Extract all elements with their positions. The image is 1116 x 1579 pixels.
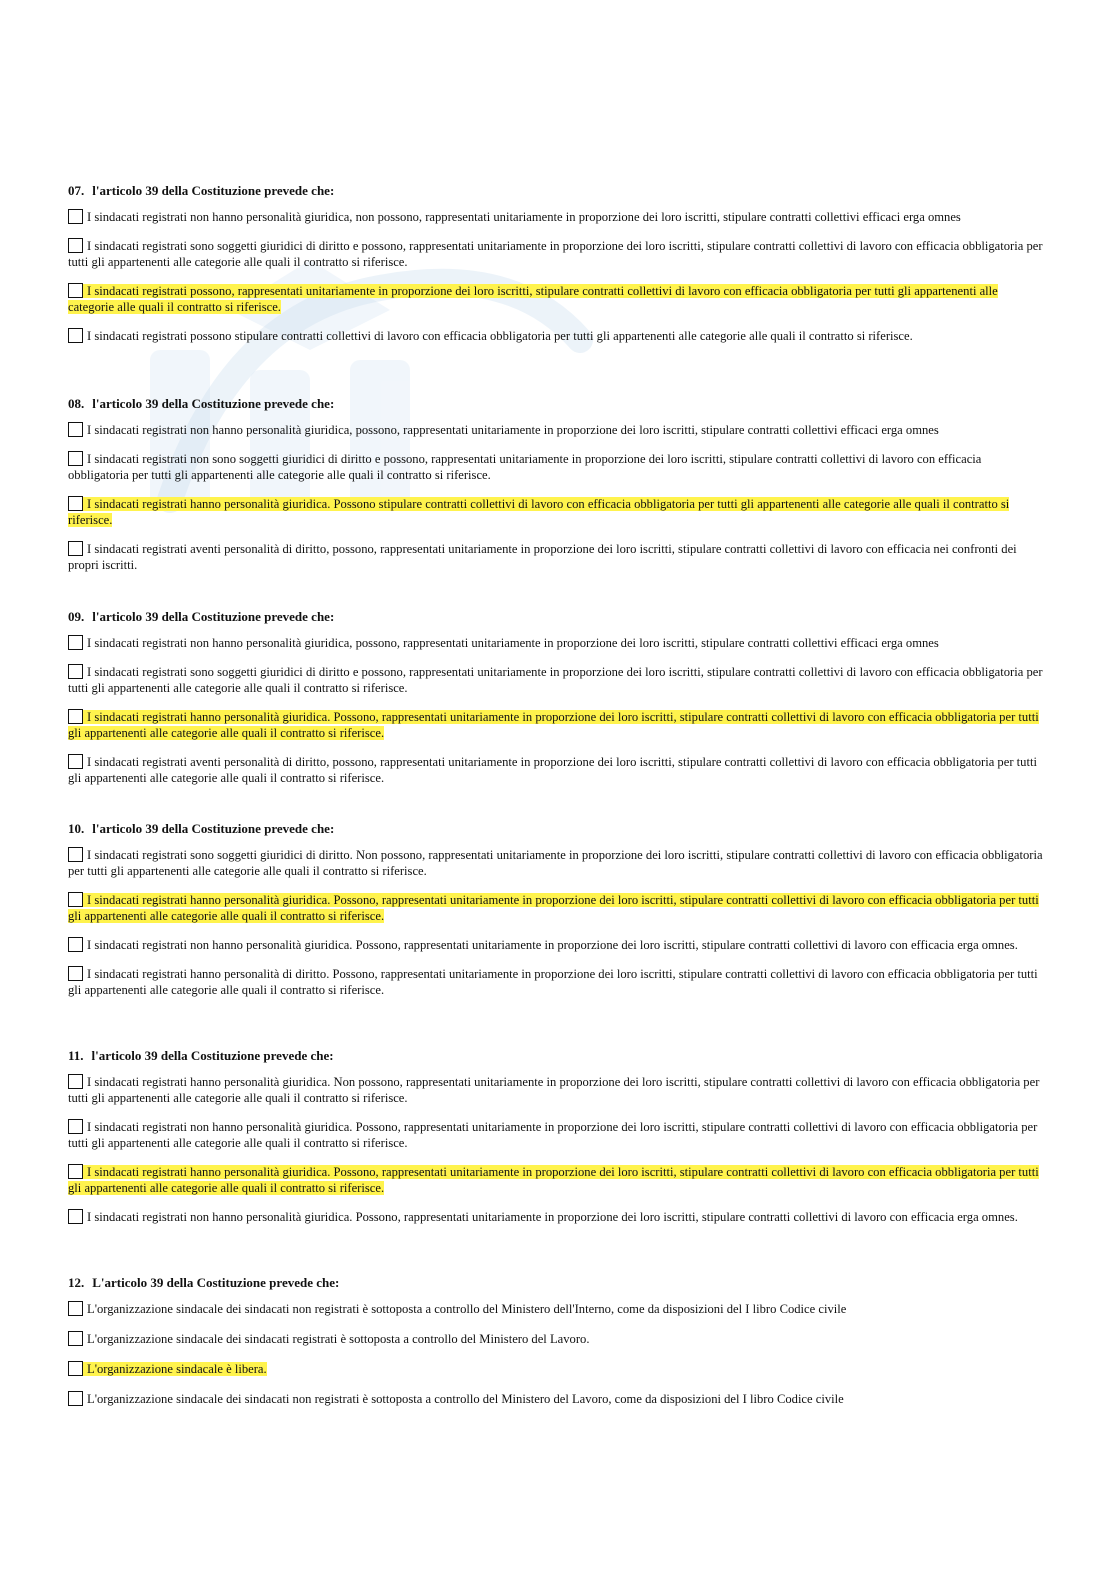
checkbox[interactable] xyxy=(68,1209,83,1224)
checkbox[interactable] xyxy=(68,847,83,862)
checkbox[interactable] xyxy=(68,1301,83,1316)
checkbox[interactable] xyxy=(68,1331,83,1346)
answer-option-highlighted[interactable]: I sindacati registrati hanno personalità giuridica. Possono stipulare contratti collettivi di lavoro con efficacia obbligatoria per tutti gli appartenenti alle categorie alle quali il contratto si riferisce. xyxy=(68,497,1010,527)
answer-option[interactable]: I sindacati registrati hanno personalità di diritto. Possono, rappresentati unitariamente in proporzione dei loro iscritti, stipulare contratti collettivi di lavoro con efficacia obbligatoria per tutti gli appartenenti alle categorie alle quali il contratto si riferisce. xyxy=(68,967,1038,997)
question-12 xyxy=(68,1275,1043,1420)
checkbox[interactable] xyxy=(68,937,83,952)
answer-option-highlighted[interactable]: L'organizzazione sindacale è libera. xyxy=(68,1361,1043,1377)
question-title: 07. l'articolo 39 della Costituzione prevede che: xyxy=(68,183,335,198)
question-10 xyxy=(68,821,1043,1011)
answer-option[interactable]: L'organizzazione sindacale dei sindacati non registrati è sottoposta a controllo del Ministero del Lavoro, come da disposizioni del I libro Codice civile xyxy=(68,1391,1043,1407)
answer-option[interactable]: I sindacati registrati hanno personalità giuridica. Non possono, rappresentati unitariamente in proporzione dei loro iscritti, stipulare contratti collettivi di lavoro con efficacia obbligatoria per tutti gli appartenenti alle categorie alle quali il contratto si riferisce. xyxy=(68,1075,1040,1105)
question-07 xyxy=(68,183,1043,357)
checkbox[interactable] xyxy=(68,754,83,769)
checkbox[interactable] xyxy=(68,1164,83,1179)
answer-option[interactable]: L'organizzazione sindacale dei sindacati non registrati è sottoposta a controllo del Ministero dell'Interno, come da disposizioni del I libro Codice civile xyxy=(68,1301,1043,1317)
question-title: 10. l'articolo 39 della Costituzione prevede che: xyxy=(68,821,335,836)
answer-option[interactable]: I sindacati registrati non hanno personalità giuridica, non possono, rappresentati unitariamente in proporzione dei loro iscritti, stipulare contratti collettivi efficaci erga omnes xyxy=(68,209,1043,225)
question-title: 12. L'articolo 39 della Costituzione prevede che: xyxy=(68,1275,340,1290)
answer-option[interactable]: I sindacati registrati non hanno personalità giuridica. Possono, rappresentati unitariamente in proporzione dei loro iscritti, stipulare contratti collettivi di lavoro con efficacia erga omnes. xyxy=(68,937,1043,953)
question-title: 09. l'articolo 39 della Costituzione prevede che: xyxy=(68,609,335,624)
checkbox[interactable] xyxy=(68,238,83,253)
checkbox[interactable] xyxy=(68,664,83,679)
checkbox[interactable] xyxy=(68,283,83,298)
question-09 xyxy=(68,609,1043,799)
answer-option[interactable]: I sindacati registrati sono soggetti giuridici di diritto e possono, rappresentati unitariamente in proporzione dei loro iscritti, stipulare contratti collettivi di lavoro con efficacia obbligatoria per tutti gli appartenenti alle categorie alle quali il contratto si riferisce. xyxy=(68,665,1043,695)
answer-option[interactable]: I sindacati registrati sono soggetti giuridici di diritto e possono, rappresentati unitariamente in proporzione dei loro iscritti, stipulare contratti collettivi di lavoro con efficacia obbligatoria per tutti gli appartenenti alle categorie alle quali il contratto si riferisce. xyxy=(68,239,1043,269)
checkbox[interactable] xyxy=(68,1361,83,1376)
answer-option[interactable]: I sindacati registrati aventi personalità di diritto, possono, rappresentati unitariamente in proporzione dei loro iscritti, stipulare contratti collettivi di lavoro con efficacia obbligatoria per tutti gli appartenenti alle categorie alle quali il contratto si riferisce. xyxy=(68,755,1037,785)
checkbox[interactable] xyxy=(68,1074,83,1089)
answer-option[interactable]: I sindacati registrati aventi personalità di diritto, possono, rappresentati unitariamente in proporzione dei loro iscritti, stipulare contratti collettivi di lavoro con efficacia nei confronti dei propri iscritti. xyxy=(68,542,1017,572)
checkbox[interactable] xyxy=(68,635,83,650)
checkbox[interactable] xyxy=(68,1119,83,1134)
answer-option[interactable]: I sindacati registrati non hanno personalità giuridica. Possono, rappresentati unitariamente in proporzione dei loro iscritti, stipulare contratti collettivi di lavoro con efficacia erga omnes. xyxy=(68,1209,1043,1225)
answer-option-highlighted[interactable]: I sindacati registrati hanno personalità giuridica. Possono, rappresentati unitariamente in proporzione dei loro iscritti, stipulare contratti collettivi di lavoro con efficacia obbligatoria per tutti gli appartenenti alle categorie alle quali il contratto si riferisce. xyxy=(68,1165,1039,1195)
checkbox[interactable] xyxy=(68,966,83,981)
checkbox[interactable] xyxy=(68,209,83,224)
answer-option-highlighted[interactable]: I sindacati registrati hanno personalità giuridica. Possono, rappresentati unitariamente in proporzione dei loro iscritti, stipulare contratti collettivi di lavoro con efficacia obbligatoria per tutti gli appartenenti alle categorie alle quali il contratto si riferisce. xyxy=(68,710,1039,740)
answer-option[interactable]: I sindacati registrati non hanno personalità giuridica, possono, rappresentati unitariamente in proporzione dei loro iscritti, stipulare contratti collettivi efficaci erga omnes xyxy=(68,422,1043,438)
answer-option-highlighted[interactable]: I sindacati registrati hanno personalità giuridica. Possono, rappresentati unitariamente in proporzione dei loro iscritti, stipulare contratti collettivi di lavoro con efficacia obbligatoria per tutti gli appartenenti alle categorie alle quali il contratto si riferisce. xyxy=(68,893,1039,923)
question-title: 08. l'articolo 39 della Costituzione prevede che: xyxy=(68,396,335,411)
answer-option[interactable]: I sindacati registrati non hanno personalità giuridica. Possono, rappresentati unitariamente in proporzione dei loro iscritti, stipulare contratti collettivi di lavoro con efficacia obbligatoria per tutti gli appartenenti alle categorie alle quali il contratto si riferisce. xyxy=(68,1120,1038,1150)
question-08 xyxy=(68,396,1043,586)
answer-option[interactable]: I sindacati registrati non sono soggetti giuridici di diritto e possono, rappresentati unitariamente in proporzione dei loro iscritti, stipulare contratti collettivi di lavoro con efficacia obbligatoria per tutti gli appartenenti alle categorie alle quali il contratto si riferisce. xyxy=(68,452,982,482)
checkbox[interactable] xyxy=(68,1391,83,1406)
checkbox[interactable] xyxy=(68,422,83,437)
question-11 xyxy=(68,1048,1043,1238)
checkbox[interactable] xyxy=(68,709,83,724)
question-title: 11. l'articolo 39 della Costituzione prevede che: xyxy=(68,1048,334,1063)
checkbox[interactable] xyxy=(68,892,83,907)
answer-option[interactable]: I sindacati registrati non hanno personalità giuridica, possono, rappresentati unitariamente in proporzione dei loro iscritti, stipulare contratti collettivi efficaci erga omnes xyxy=(68,635,1043,651)
checkbox[interactable] xyxy=(68,451,83,466)
answer-option-highlighted[interactable]: I sindacati registrati possono, rappresentati unitariamente in proporzione dei loro iscritti, stipulare contratti collettivi di lavoro con efficacia obbligatoria per tutti gli appartenenti alle categorie alle quali il contratto si riferisce. xyxy=(68,284,998,314)
answer-option[interactable]: I sindacati registrati possono stipulare contratti collettivi di lavoro con efficacia obbligatoria per tutti gli appartenenti alle categorie alle quali il contratto si riferisce. xyxy=(68,328,1043,344)
answer-option[interactable]: I sindacati registrati sono soggetti giuridici di diritto. Non possono, rappresentati unitariamente in proporzione dei loro iscritti, stipulare contratti collettivi di lavoro con efficacia obbligatoria per tutti gli appartenenti alle categorie alle quali il contratto si riferisce. xyxy=(68,848,1043,878)
checkbox[interactable] xyxy=(68,541,83,556)
checkbox[interactable] xyxy=(68,328,83,343)
checkbox[interactable] xyxy=(68,496,83,511)
answer-option[interactable]: L'organizzazione sindacale dei sindacati registrati è sottoposta a controllo del Ministero del Lavoro. xyxy=(68,1331,1043,1347)
